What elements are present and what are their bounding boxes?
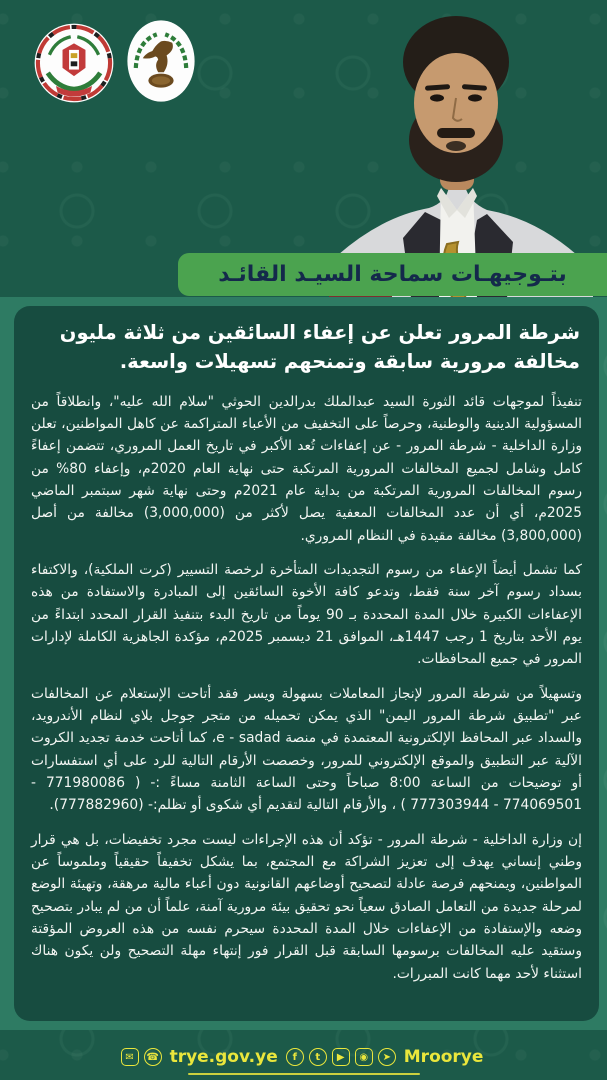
social-handle[interactable]: Mroorye	[403, 1047, 484, 1067]
instagram-icon[interactable]: ◉	[355, 1048, 373, 1066]
footer-underline	[188, 1073, 420, 1075]
facebook-icon[interactable]: f	[286, 1048, 304, 1066]
youtube-icon[interactable]: ▶	[332, 1048, 350, 1066]
directive-banner-text: بتـوجيهـات سماحة السيـد القائـد	[218, 262, 567, 287]
email-icon[interactable]: ✉	[121, 1048, 139, 1066]
website-link[interactable]: trye.gov.ye	[169, 1047, 278, 1067]
directive-banner	[178, 253, 607, 296]
announcement-paragraph-2: كما تشمل أيضاً الإعفاء من رسوم التجديدات المتأخرة لرخصة التسيير (كرت الملكية)، والاكتفاء بسداد رسوم آخر سنة فقط، وتدعو كافة الأخوة السائقين إلى المبادرة والاستفادة من هذه الإعفاءات الكبيرة خلال المدة المحددة بـ 90 يوماً من تاريخ البدء بتنفيذ القرار المحدد ابتداءً من يوم الأحد بتاريخ 1 رجب 1447هـ، الموافق 21 ديسمبر 2025م، مؤكدة الجاهزية الكاملة لإدارات المرور في جميع المحافظات.	[31, 561, 582, 668]
phone-icon[interactable]: ☎	[144, 1048, 162, 1066]
announcement-card	[14, 306, 599, 1021]
content-band	[0, 297, 607, 1030]
ministry-interior-logo-icon	[126, 19, 196, 103]
traffic-police-logo-icon	[33, 22, 115, 104]
footer	[0, 1040, 607, 1074]
announcement-paragraph-3: وتسهيلاً من شرطة المرور لإنجاز المعاملات بسهولة ويسر فقد أتاحت الإستعلام عن المخالفات عبر "تطبيق شرطة المرور اليمن" الذي يمكن تحميله من متجر جوجل بلاي لنظام الأندرويد، والسداد عبر المحافظ الإلكترونية المعتمدة في منصة e - sadad، كما أتاحت خدمة تجديد الكروت الآلية عبر التطبيق والموقع الإلكتروني للمرور، وخصصت الأرقام التالية للرد على أي استفسارات أو توضيحات من الساعة 8:00 صباحاً وحتى الساعة الثامنة مساءً :- ( 771980086 - 774069501 - 777303944 ) ، والأرقام التالية لتقديم أي شكوى أو تظلم:- (777882960).	[31, 685, 583, 814]
announcement-title: شرطة المرور تعلن عن إعفاء السائقين من ثلاثة مليون مخالفة مرورية سابقة وتمنحهم تسهيلات واسعة.	[59, 321, 580, 374]
announcement-paragraph-4: إن وزارة الداخلية - شرطة المرور - تؤكد أن هذه الإجراءات ليست مجرد تخفيضات، بل هي قرار وطني إنساني يهدف إلى تعزيز الشراكة مع المجتمع، بما يشكل تخفيفاً حقيقياً وملموساً عن المواطنين، ويمنحهم فرصة عادلة لتصحيح أوضاعهم القانونية دون أعباء مالية مرهقة، وتهيئة الوضع لمرحلة جديدة من التعامل الصادق سعياً نحو تحقيق بيئة مرورية آمنة، علماً أن من لم يبادر بتصحيح وضعه والإستفادة من الإعفاءات خلال المدة المحددة سيحرم نفسه من هذه العروض المؤقتة وستقيد عليه المخالفات برسومها السابقة قبل القرار فور إنتهاء مهلة التصحيح ولن يكون هناك استثناء لأحد مهما كانت المبررات.	[31, 831, 582, 982]
announcement-paragraph-1: تنفيذاً لموجهات قائد الثورة السيد عبدالملك بدرالدين الحوثي "سلام الله عليه"، وانطلاقاً من المسؤولية الدينية والوطنية، وحرصاً على التخفيف من الأعباء المتراكمة عن كاهل المواطنين، تعلن وزارة الداخلية - شرطة المرور - عن إعفاءات تُعد الأكبر في تاريخ العمل المروري، تتضمن إعفاءً كامل وشامل لجميع المخالفات المرورية المرتكبة حتى نهاية العام 2020م، وإعفاء 80% من رسوم المخالفات المرورية المرتكبة من بداية عام 2021م وحتى نهاية شهر سبتمبر الماضي 2025م، أي أن عدد المخالفات المعفية يصل لأكثر من (3,000,000) مخالفة من أصل (3,800,000) مخالفة مقيدة في النظام المروري.	[31, 393, 583, 544]
telegram-icon[interactable]: ➤	[378, 1048, 396, 1066]
twitter-icon[interactable]: t	[309, 1048, 327, 1066]
